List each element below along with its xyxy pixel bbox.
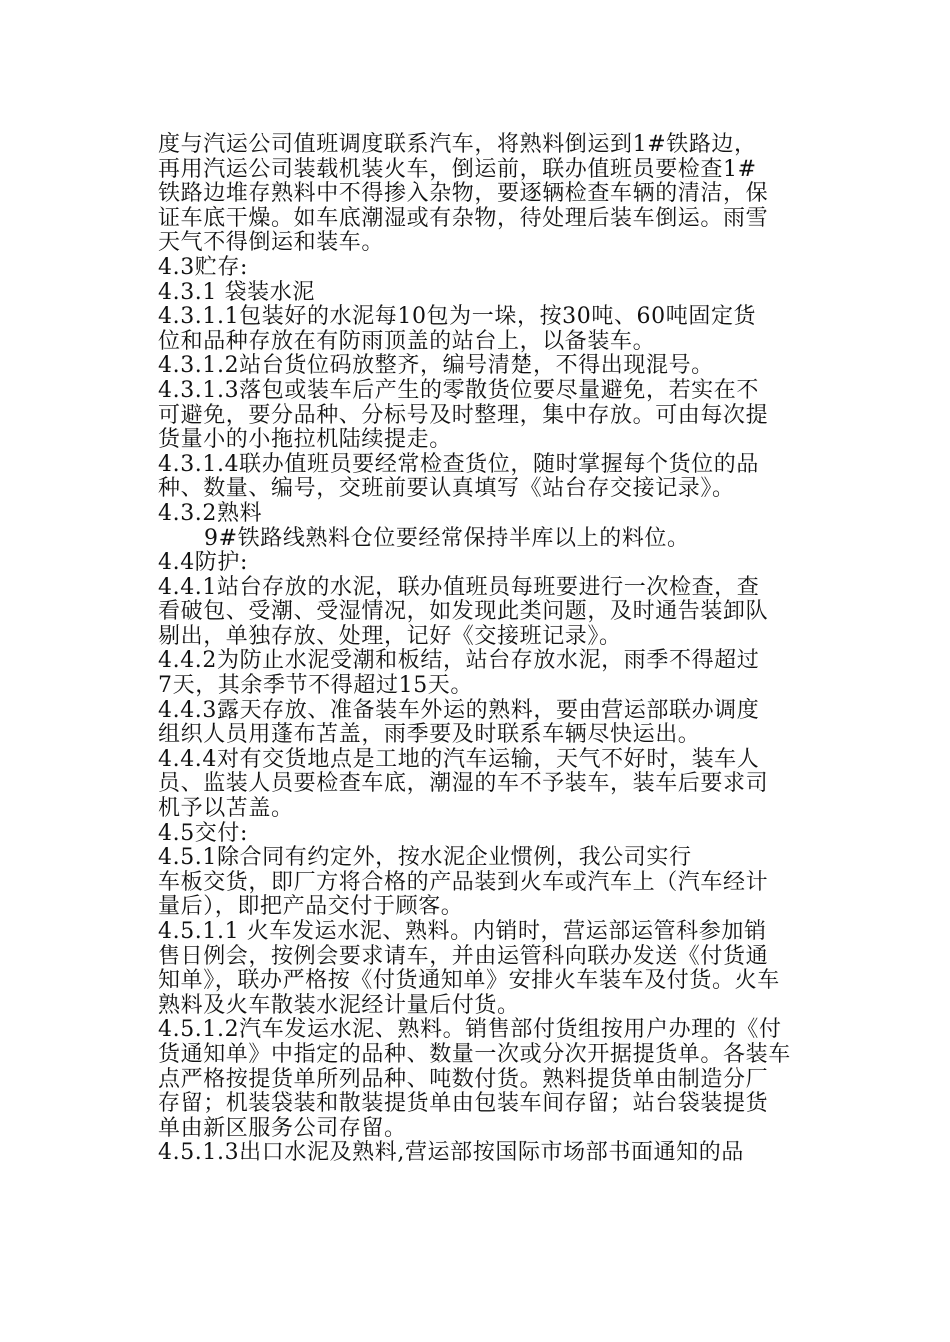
- text-line: 售日例会，按例会要求请车，并由运管科向联办发送《付货通: [158, 943, 769, 969]
- text-line: 员、监装人员要检查车底，潮湿的车不予装车，装车后要求司: [158, 771, 769, 797]
- text-line: 再用汽运公司装载机装火车，倒运前，联办值班员要检查1#: [158, 156, 757, 182]
- text-line: 4.4.2为防止水泥受潮和板结，站台存放水泥，雨季不得超过: [158, 648, 760, 674]
- text-line: 货量小的小拖拉机陆续提走。: [158, 427, 452, 453]
- text-line: 可避免，要分品种、分标号及时整理，集中存放。可由每次提: [158, 402, 769, 428]
- text-line: 度与汽运公司值班调度联系汽车，将熟料倒运到1#铁路边，: [158, 132, 757, 157]
- subsection-heading: 4.3.1 袋装水泥: [158, 279, 315, 305]
- document-body: [158, 133, 850, 1166]
- text-line: 4.5.1除合同有约定外，按水泥企业惯例，我公司实行: [158, 845, 692, 871]
- section-heading: 4.5交付:: [158, 820, 248, 846]
- text-line: 证车底干燥。如车底潮湿或有杂物，待处理后装车倒运。雨雪: [158, 205, 769, 231]
- text-line: 车板交货，即厂方将合格的产品装到火车或汽车上（汽车经计: [158, 869, 769, 895]
- text-line: 4.5.1.2汽车发运水泥、熟料。销售部付货组按用户办理的《付: [158, 1017, 782, 1043]
- text-line: 货通知单》中指定的品种、数量一次或分次开据提货单。各装车: [158, 1041, 791, 1067]
- text-line: 4.5.1.1 火车发运水泥、熟料。内销时，营运部运管科参加销: [158, 919, 767, 944]
- text-line: 熟料及火车散装水泥经计量后付货。: [158, 992, 520, 1018]
- text-line: 4.3.1.2站台货位码放整齐，编号清楚，不得出现混号。: [158, 353, 714, 379]
- text-line: 4.3.1.3落包或装车后产生的零散货位要尽量避免，若实在不: [158, 377, 759, 403]
- text-line: 4.3.1.4联办值班员要经常检查货位，随时掌握每个货位的品: [158, 451, 759, 477]
- section-heading: 4.4防护:: [158, 550, 248, 576]
- text-line: 4.4.3露天存放、准备装车外运的熟料，要由营运部联办调度: [158, 697, 760, 723]
- text-line: 种、数量、编号，交班前要认真填写《站台存交接记录》。: [158, 476, 735, 502]
- text-line: 位和品种存放在有防雨顶盖的站台上，以备装车。: [158, 328, 656, 354]
- text-line: 量后），即把产品交付于顾客。: [158, 894, 464, 920]
- text-line: 知单》，联办严格按《付货通知单》安排火车装车及付货。火车: [158, 968, 780, 994]
- text-line: 4.3.1.1包装好的水泥每10包为一垛，按30吨、60吨固定货: [158, 304, 757, 330]
- text-line: 天气不得倒运和装车。: [158, 230, 385, 256]
- text-line: 点严格按提货单所列品种、吨数付货。熟料提货单由制造分厂: [158, 1066, 769, 1092]
- text-line: 组织人员用蓬布苫盖，雨季要及时联系车辆尽快运出。: [158, 722, 701, 748]
- text-line: 看破包、受潮、受湿情况，如发现此类问题，及时通告装卸队: [158, 599, 769, 625]
- text-line: 单由新区服务公司存留。: [158, 1115, 407, 1141]
- text-line: 铁路边堆存熟料中不得掺入杂物，要逐辆检查车辆的清洁，保: [158, 181, 769, 207]
- section-heading: 4.3贮存:: [158, 254, 248, 280]
- text-line: 4.4.1站台存放的水泥，联办值班员每班要进行一次检查，查: [158, 574, 760, 600]
- text-line: 7天，其余季节不得超过15天。: [158, 673, 473, 699]
- subsection-heading: 4.3.2熟料: [158, 500, 263, 526]
- text-line: 4.4.4对有交货地点是工地的汽车运输，天气不好时，装车人: [158, 746, 760, 772]
- text-line: 存留；机装袋装和散装提货单由包装车间存留；站台袋装提货: [158, 1091, 769, 1117]
- text-line: 9#铁路线熟料仓位要经常保持半库以上的料位。: [204, 525, 690, 551]
- text-line: 机予以苫盖。: [158, 796, 294, 822]
- text-line: 4.5.1.3出口水泥及熟料,营运部按国际市场部书面通知的品: [158, 1140, 744, 1166]
- text-line: 剔出，单独存放、处理，记好《交接班记录》。: [158, 623, 622, 649]
